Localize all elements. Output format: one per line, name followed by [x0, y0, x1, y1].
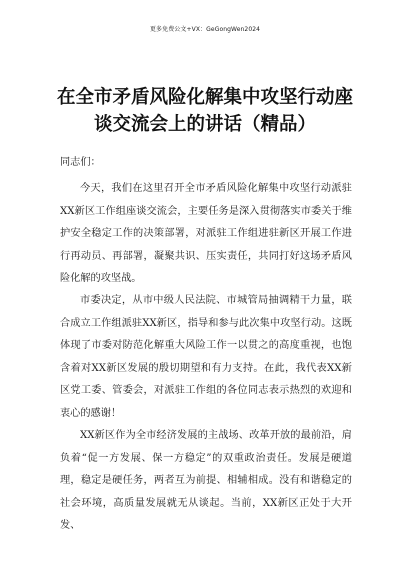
header-note: 更多免费公文+VX：GeGongWen2024 — [149, 26, 261, 33]
paragraph-2: 市委决定，从市中级人民法院、市城管局抽调精干力量，联合成立工作组派驻XX新区，指导和参与此次集中攻坚行动。这既体现了市委对防范化解重大风险工作一以贯之的高度重视，也饱含着对XX新区发展的殷切期望和有力支持。在此，我代表XX新区党工委、管委会，对派驻工作组的各位同志表示热烈的欢迎和衷心的感谢！ — [60, 295, 352, 419]
paragraph-1: 今天，我们在这里召开全市矛盾风险化解集中攻坚行动派驻XX新区工作组座谈交流会，主要任务是深入贯彻落实市委关于维护安全稳定工作的决策部署，对派驻工作组进驻新区开展工作进行再动员、再部署，凝聚共识、压实责任，共同打好这场矛盾风险化解的攻坚战。 — [60, 183, 352, 284]
document-title: 在全市矛盾风险化解集中攻坚行动座谈交流会上的讲话（精品） — [56, 87, 353, 135]
paragraph-3: XX新区作为全市经济发展的主战场、改革开放的最前沿，肩负着“促一方发展、保一方稳定”的双重政治责任。发展是硬道理，稳定是硬任务，两者互为前提、相辅相成。没有和谐稳定的社会环境，高质量发展就无从谈起。当前，XX新区正处于大开发、 — [60, 430, 352, 531]
salutation: 同志们： — [60, 157, 101, 168]
